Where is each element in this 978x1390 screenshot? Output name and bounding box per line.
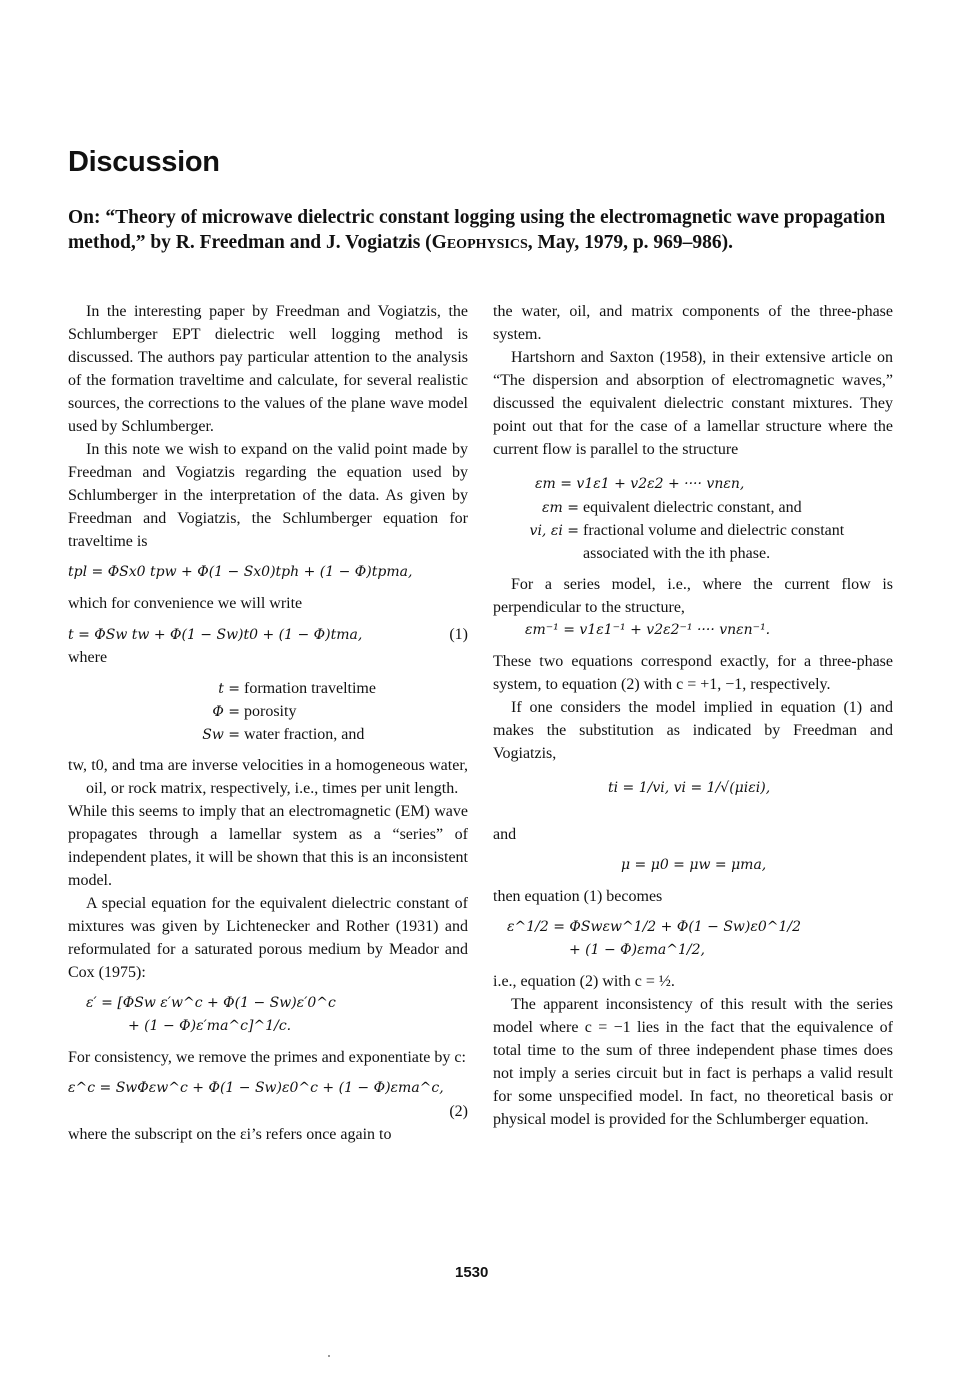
- equation-half-line2: + (1 − Φ)εma^1/2,: [569, 942, 705, 958]
- equation-1-body: t = ΦSw tw + Φ(1 − Sw)t0 + (1 − Φ)tma,: [68, 627, 363, 643]
- paragraph: then equation (1) becomes: [493, 888, 663, 905]
- left-column: [68, 300, 468, 1146]
- paragraph: A special equation for the equivalent dielectric constant of mixtures was given by Lichtenecker and Rother (1931) and reformulated for a saturated porous medium by Meador and Cox (1975):: [68, 895, 468, 981]
- definition-symbol: vi, εi =: [529, 523, 579, 539]
- paragraph: The apparent inconsistency of this result with the series model where c = −1 lies in the fact that the equivalence of total time to the sum of three independent phase times does not imply a series circuit but in fact is perhaps a valid result for some unspecified model. In fact, no theoretical basis or physical model is provided for the Schlumberger equation.: [493, 996, 893, 1128]
- right-column: [493, 300, 893, 1131]
- equation-2-number-row: [68, 1100, 468, 1123]
- definition-row: [68, 677, 468, 700]
- speck-mark: [328, 1355, 330, 1357]
- paragraph: In the interesting paper by Freedman and Vogiatzis, the Schlumberger EPT dielectric well logging method is discussed. The authors pay particular attention to the analysis of the formation traveltime and calculate, for several realistic sources, the corrections to the values of the plane wave model used by Schlumberger.: [68, 303, 468, 435]
- paragraph: These two equations correspond exactly, for a three-phase system, to equation (2) with c = +1, −1, respectively.: [493, 653, 893, 693]
- equation-2-number: (2): [449, 1103, 468, 1120]
- definition-symbol: t =: [218, 681, 240, 697]
- definition-row: [493, 519, 893, 542]
- equation-2: ε^c = SwΦεw^c + Φ(1 − Sw)ε0^c + (1 − Φ)εma^c,: [68, 1080, 444, 1096]
- paragraph: tw, t0, and tma are inverse velocities in a homogeneous water, oil, or rock matrix, respectively, i.e., times per unit length.: [68, 757, 468, 797]
- subtitle-prefix: On: “Theory of microwave dielectric constant logging using the electromagnetic wave propagation method,” by R. Freedman and J. Vogiatzis (: [68, 207, 886, 253]
- equation-parallel: εm = v1ε1 + v2ε2 + ···· vnεn,: [535, 476, 745, 492]
- equation-substitution: ti = 1/vi, vi = 1/√(μiεi),: [608, 780, 771, 796]
- definitions-list: [68, 677, 468, 746]
- definition-text: water fraction, and: [244, 726, 365, 743]
- subtitle-journal: Geophysics: [431, 232, 528, 253]
- paragraph: For consistency, we remove the primes and exponentiate by c:: [68, 1049, 466, 1066]
- definition-row: [68, 700, 468, 723]
- paragraph: where the subscript on the εi’s refers once again to: [68, 1126, 392, 1143]
- definition-text: equivalent dielectric constant, and: [583, 499, 802, 516]
- paragraph: In this note we wish to expand on the valid point made by Freedman and Vogiatzis regarding the equation used by Schlumberger in the interpretation of the data. As given by Freedman and Vogiatzis, the Schlumberger equation for traveltime is: [68, 441, 468, 550]
- definition-text: associated with the ith phase.: [583, 545, 771, 562]
- section-title: Discussion: [68, 146, 220, 178]
- paragraph: which for convenience we will write: [68, 595, 303, 612]
- discussion-subtitle: [68, 205, 898, 255]
- equation-half-line1: ε^1/2 = ΦSwεw^1/2 + Φ(1 − Sw)ε0^1/2: [507, 919, 802, 935]
- definition-symbol: Sw =: [202, 727, 240, 743]
- equation-lichtenecker-line2: + (1 − Φ)ε′ma^c]^1/c.: [128, 1018, 292, 1034]
- paragraph: While this seems to imply that an electromagnetic (EM) wave propagates through a lamellar system as a “series” of independent plates, it will be shown that this is an inconsistent model.: [68, 803, 468, 889]
- definitions-list: [493, 496, 893, 565]
- equation-1: [68, 623, 468, 646]
- definition-text: porosity: [244, 703, 297, 720]
- definition-text: fractional volume and dielectric constant: [583, 522, 845, 539]
- equation-1-number: (1): [449, 626, 468, 643]
- where-label: where: [68, 649, 108, 666]
- paragraph: If one considers the model implied in equation (1) and makes the substitution as indicated by Freedman and Vogiatzis,: [493, 699, 893, 762]
- page-number: 1530: [455, 1264, 489, 1281]
- definition-row: [493, 496, 893, 519]
- definition-symbol: Φ =: [212, 704, 240, 720]
- equation-mu: μ = μ0 = μw = μma,: [621, 857, 767, 873]
- definition-row: [493, 542, 893, 565]
- subtitle-suffix: , May, 1979, p. 969–986).: [527, 232, 734, 253]
- definition-text: formation traveltime: [244, 680, 376, 697]
- paragraph: Hartshorn and Saxton (1958), in their extensive article on “The dispersion and absorption of electromagnetic waves,” discussed the equivalent dielectric constant mixtures. They point out that for the case of a lamellar structure where the current flow is parallel to the structure: [493, 349, 893, 458]
- equation-series: εm⁻¹ = v1ε1⁻¹ + v2ε2⁻¹ ···· vnεn⁻¹.: [525, 622, 771, 638]
- equation-lichtenecker-line1: ε′ = [ΦSw ε′w^c + Φ(1 − Sw)ε′0^c: [86, 995, 336, 1011]
- definition-symbol: εm =: [542, 500, 579, 516]
- paragraph: the water, oil, and matrix components of the three-phase system.: [493, 303, 893, 343]
- equation-tpl: tpl = ΦSx0 tpw + Φ(1 − Sx0)tph + (1 − Φ)tpma,: [68, 564, 413, 580]
- and-label: and: [493, 826, 517, 843]
- paragraph: i.e., equation (2) with c = ½.: [493, 973, 675, 990]
- definition-row: [68, 723, 468, 746]
- paragraph: For a series model, i.e., where the current flow is perpendicular to the structure,: [493, 576, 893, 616]
